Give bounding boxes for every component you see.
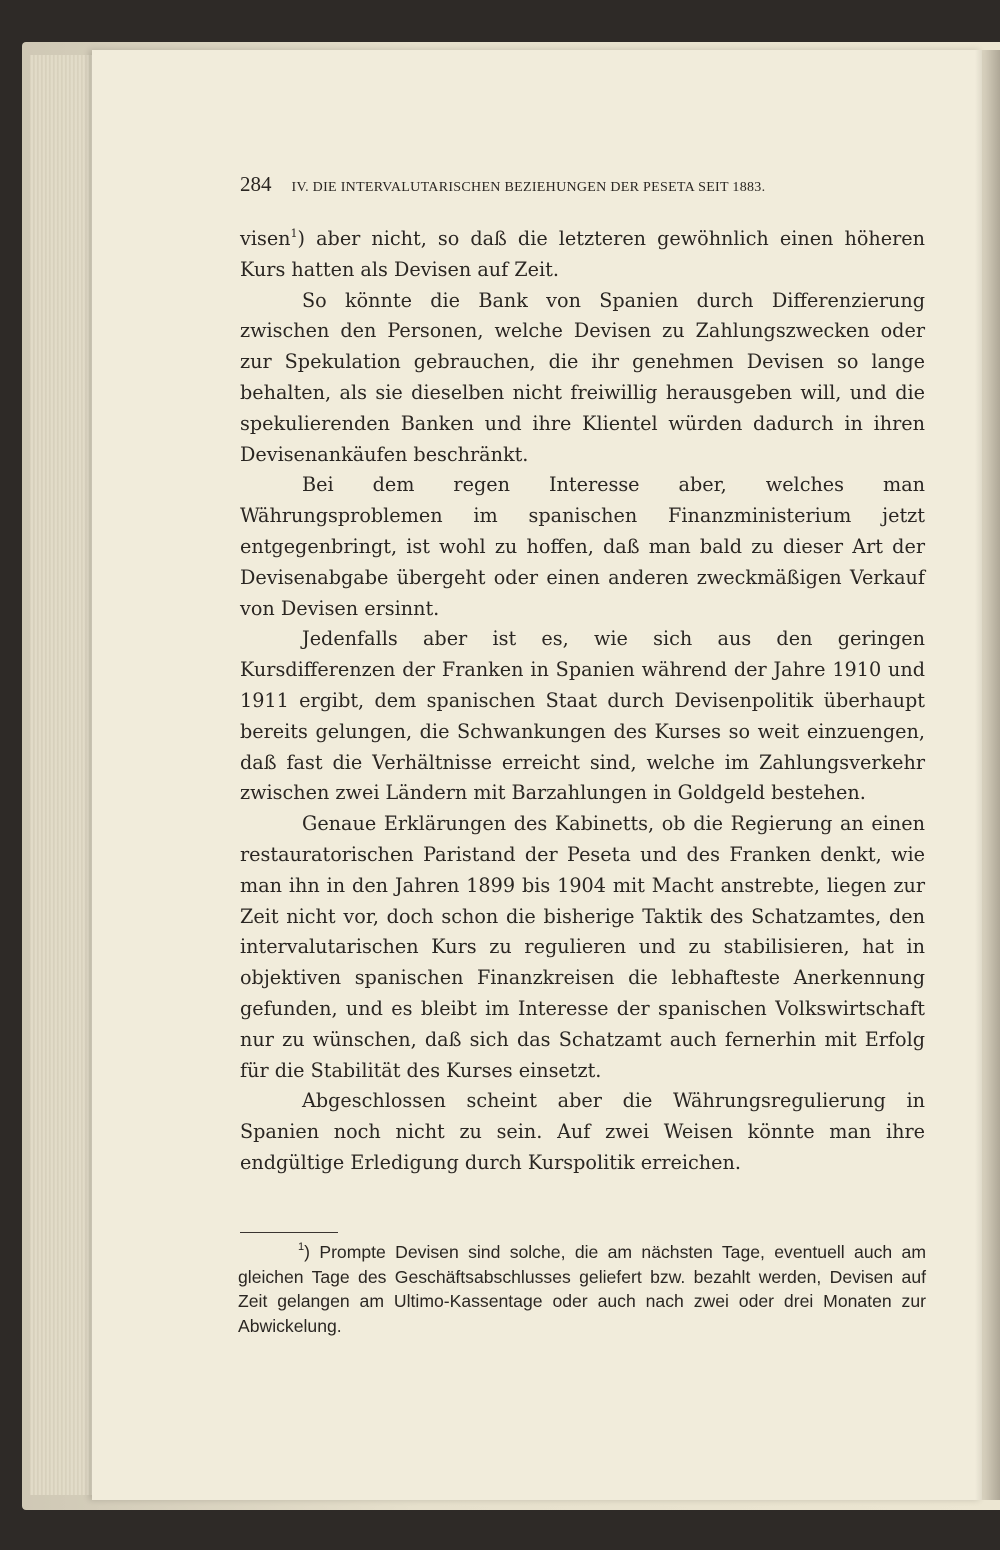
paragraph-2: So könnte die Bank von Spanien durch Differenzierung zwischen den Personen, welche Devisen zu Zahlungszwecken oder zur Spekulation gebrauchen, die ihr genehmen Devisen so lange behalten, als sie dieselben nicht freiwillig herausgeben will, und die spekulierenden Banken und ihre Klientel würden dadurch in ihren Devisenankäufen beschränkt. bbox=[240, 288, 925, 466]
running-title: IV. DIE INTERVALUTARISCHEN BEZIEHUNGEN DER PESETA SEIT 1883. bbox=[291, 180, 766, 195]
paragraph-1-start: visen bbox=[240, 227, 291, 250]
paragraph-6: Abgeschlossen scheint aber die Währungsregulierung in Spanien noch nicht zu sein. Auf zwei Weisen könnte man ihre endgültige Erledigung durch Kurspolitik erreichen. bbox=[240, 1089, 925, 1174]
paragraph-4: Jedenfalls aber ist es, wie sich aus den geringen Kursdifferenzen der Franken in Spanien während der Jahre 1910 und 1911 ergibt, dem spanischen Staat durch Devisenpolitik überhaupt bereits gelungen, die Schwankungen des Kurses so weit einzuengen, daß fast die Verhältnisse erreicht sind, welche im Zahlungsverkehr zwischen zwei Ländern mit Barzahlungen in Goldgeld bestehen. bbox=[240, 627, 925, 805]
footnote-marker: 1 bbox=[298, 1241, 305, 1253]
paragraph-1-rest: ) aber nicht, so daß die letzteren gewöhnlich einen höheren Kurs hatten als Devisen auf Zeit. bbox=[240, 227, 925, 281]
footnote-paragraph bbox=[238, 1240, 926, 1338]
footnote-divider bbox=[240, 1232, 338, 1233]
footnote-reference: 1 bbox=[290, 227, 298, 240]
page-number: 284 bbox=[240, 172, 272, 196]
binding-shadow bbox=[975, 50, 1000, 1500]
footnote bbox=[238, 1240, 926, 1338]
paragraph-3: Bei dem regen Interesse aber, welches man Währungsproblemen im spanischen Finanzministerium jetzt entgegenbringt, ist wohl zu hoffen, daß man bald zu dieser Art der Devisenabgabe übergeht oder einen anderen zweckmäßigen Verkauf von Devisen ersinnt. bbox=[240, 473, 925, 620]
footnote-text: ) Prompte Devisen sind solche, die am nächsten Tage, eventuell auch am gleichen Tage des Geschäftsabschlusses geliefert bzw. bezahlt werden, Devisen auf Zeit gelangen am Ultimo-Kassentage oder auch nach zwei oder drei Monaten zur Abwickelung. bbox=[238, 1242, 926, 1336]
running-header bbox=[240, 172, 930, 197]
paragraph-5: Genaue Erklärungen des Kabinetts, ob die Regierung an einen restauratorischen Paristand der Peseta und des Franken denkt, wie man ihn in den Jahren 1899 bis 1904 mit Macht anstrebte, liegen zur Zeit nicht vor, doch schon die bisherige Taktik des Schatzamtes, den intervalutarischen Kurs zu regulieren und zu stabilisieren, hat in objektiven spanischen Finanzkreisen die lebhafteste Anerkennung gefunden, und es bleibt im Interesse der spanischen Volkswirtschaft nur zu wünschen, daß sich das Schatzamt auch fernerhin mit Erfolg für die Stabilität des Kurses einsetzt. bbox=[240, 812, 925, 1082]
body-text bbox=[240, 224, 925, 1179]
paragraph-1 bbox=[240, 224, 925, 286]
